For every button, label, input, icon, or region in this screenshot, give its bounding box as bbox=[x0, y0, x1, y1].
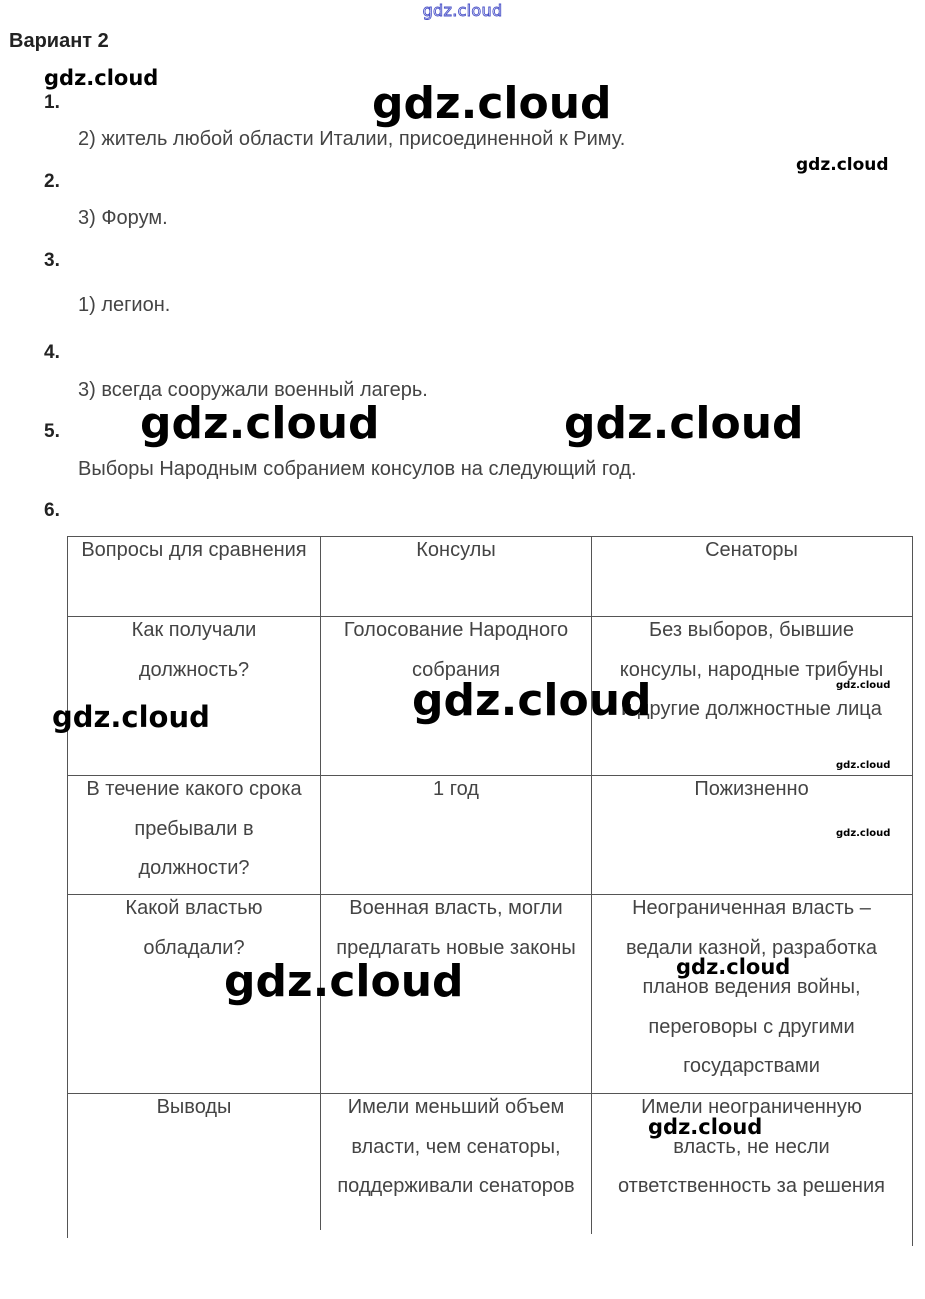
table-cell: Без выборов, бывшие консулы, народные трибуны и другие должностные лица bbox=[619, 619, 884, 720]
item-number: 6. bbox=[44, 500, 60, 521]
page-title: Вариант 2 bbox=[9, 30, 109, 52]
item-answer: 3) всегда сооружали военный лагерь. bbox=[78, 379, 428, 401]
table-header: Консулы bbox=[416, 539, 496, 561]
watermark: gdz.cloud bbox=[44, 66, 159, 90]
item-number: 1. bbox=[44, 92, 60, 113]
table-cell: Неограниченная власть – ведали казной, разработка планов ведения войны, переговоры с другими государствами bbox=[625, 897, 878, 1077]
table-cell: Голосование Народного собрания bbox=[343, 619, 569, 681]
table-cell: Какой властью обладали? bbox=[125, 897, 263, 959]
item-number: 4. bbox=[44, 342, 60, 363]
watermark: gdz.cloud bbox=[372, 78, 612, 129]
item-number: 5. bbox=[44, 421, 60, 442]
watermark: gdz.cloud bbox=[836, 828, 891, 839]
table-cell: Выводы bbox=[156, 1096, 232, 1118]
item-number: 3. bbox=[44, 250, 60, 271]
item-answer: 3) Форум. bbox=[78, 207, 168, 229]
table-cell: Как получали должность? bbox=[131, 619, 257, 681]
watermark: gdz.cloud bbox=[412, 675, 652, 726]
watermark: gdz.cloud bbox=[564, 398, 804, 449]
watermark: gdz.cloud bbox=[836, 760, 891, 771]
watermark: gdz.cloud bbox=[676, 955, 791, 979]
watermark: gdz.cloud bbox=[648, 1115, 763, 1139]
item-answer: 2) житель любой области Италии, присоединенной к Риму. bbox=[78, 128, 626, 150]
table-cell: 1 год bbox=[433, 778, 479, 800]
table-header: Вопросы для сравнения bbox=[81, 539, 307, 561]
watermark: gdz.cloud bbox=[52, 700, 210, 734]
watermark-top: gdz.cloud bbox=[422, 1, 503, 20]
item-answer: Выборы Народным собранием консулов на следующий год. bbox=[78, 458, 637, 480]
watermark: gdz.cloud bbox=[224, 956, 464, 1007]
table-cell: Пожизненно bbox=[694, 778, 809, 800]
item-number: 2. bbox=[44, 171, 60, 192]
item-answer: 1) легион. bbox=[78, 294, 171, 316]
table-cell: Имели неограниченную власть, не несли ответственность за решения bbox=[618, 1096, 885, 1197]
table-cell: Военная власть, могли предлагать новые законы bbox=[336, 897, 576, 959]
table-header: Сенаторы bbox=[705, 539, 798, 561]
table-cell: Имели меньший объем власти, чем сенаторы, поддерживали сенаторов bbox=[337, 1096, 575, 1197]
watermark: gdz.cloud bbox=[140, 398, 380, 449]
watermark: gdz.cloud bbox=[836, 680, 891, 691]
table-cell: В течение какого срока пребывали в должности? bbox=[86, 778, 302, 879]
watermark: gdz.cloud bbox=[796, 155, 889, 175]
